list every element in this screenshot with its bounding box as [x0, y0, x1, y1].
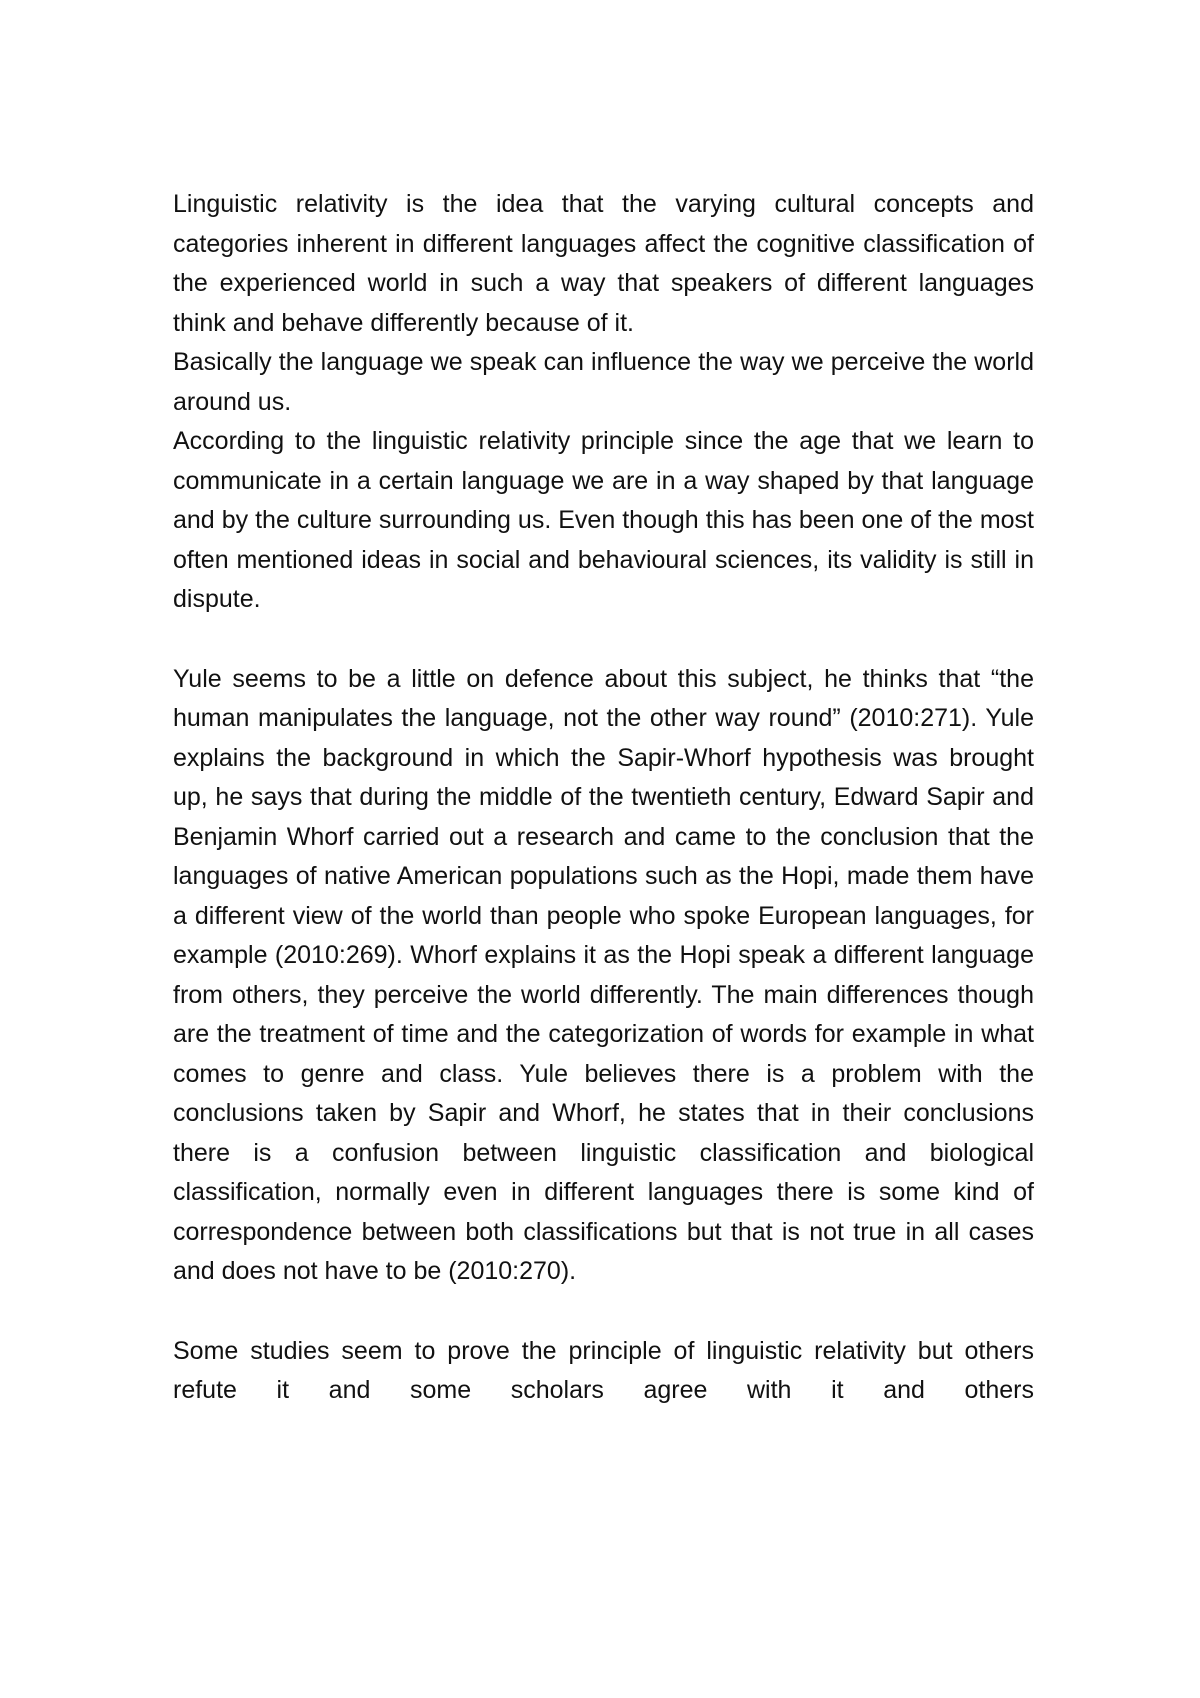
paragraph-principle: According to the linguistic relativity principle since the age that we learn to communicate in a certain language we are in a way shaped by that language and by the culture surrounding us. Even though this has been one of the most often mentioned ideas in social and behavioural sciences, its validity is still in dispute.: [173, 427, 1034, 613]
paragraph-yule: Yule seems to be a little on defence about this subject, he thinks that “the human manipulates the language, not the other way round” (2010:271). Yule explains the background in which the Sapir-Whorf hypothesis was brought up, he says that during the middle of the twentieth century, Edward Sapir and Benjamin Whorf carried out a research and came to the conclusion that the languages of native American populations such as the Hopi, made them have a different view of the world than people who spoke European languages, for example (2010:269). Whorf explains it as the Hopi speak a different language from others, they perceive the world differently. The main differences though are the treatment of time and the categorization of words for example in what comes to genre and class. Yule believes there is a problem with the conclusions taken by Sapir and Whorf, he states that in their conclusions there is a confusion between linguistic classification and biological classification, normally even in different languages there is some kind of correspondence between both classifications but that is not true in all cases and does not have to be (2010:270).: [173, 664, 1034, 1285]
document-body: [173, 185, 1034, 1411]
paragraph-basically: Basically the language we speak can influence the way we perceive the world around us.: [173, 348, 1034, 416]
paragraph-studies: Some studies seem to prove the principle of linguistic relativity but others refute it and some scholars agree with it and others: [173, 1336, 1034, 1404]
paragraph-spacer: [173, 1292, 1034, 1332]
paragraph-definition: Linguistic relativity is the idea that the varying cultural concepts and categories inherent in different languages affect the cognitive classification of the experienced world in such a way that speakers of different languages think and behave differently because of it.: [173, 190, 1034, 337]
paragraph-spacer: [173, 620, 1034, 660]
